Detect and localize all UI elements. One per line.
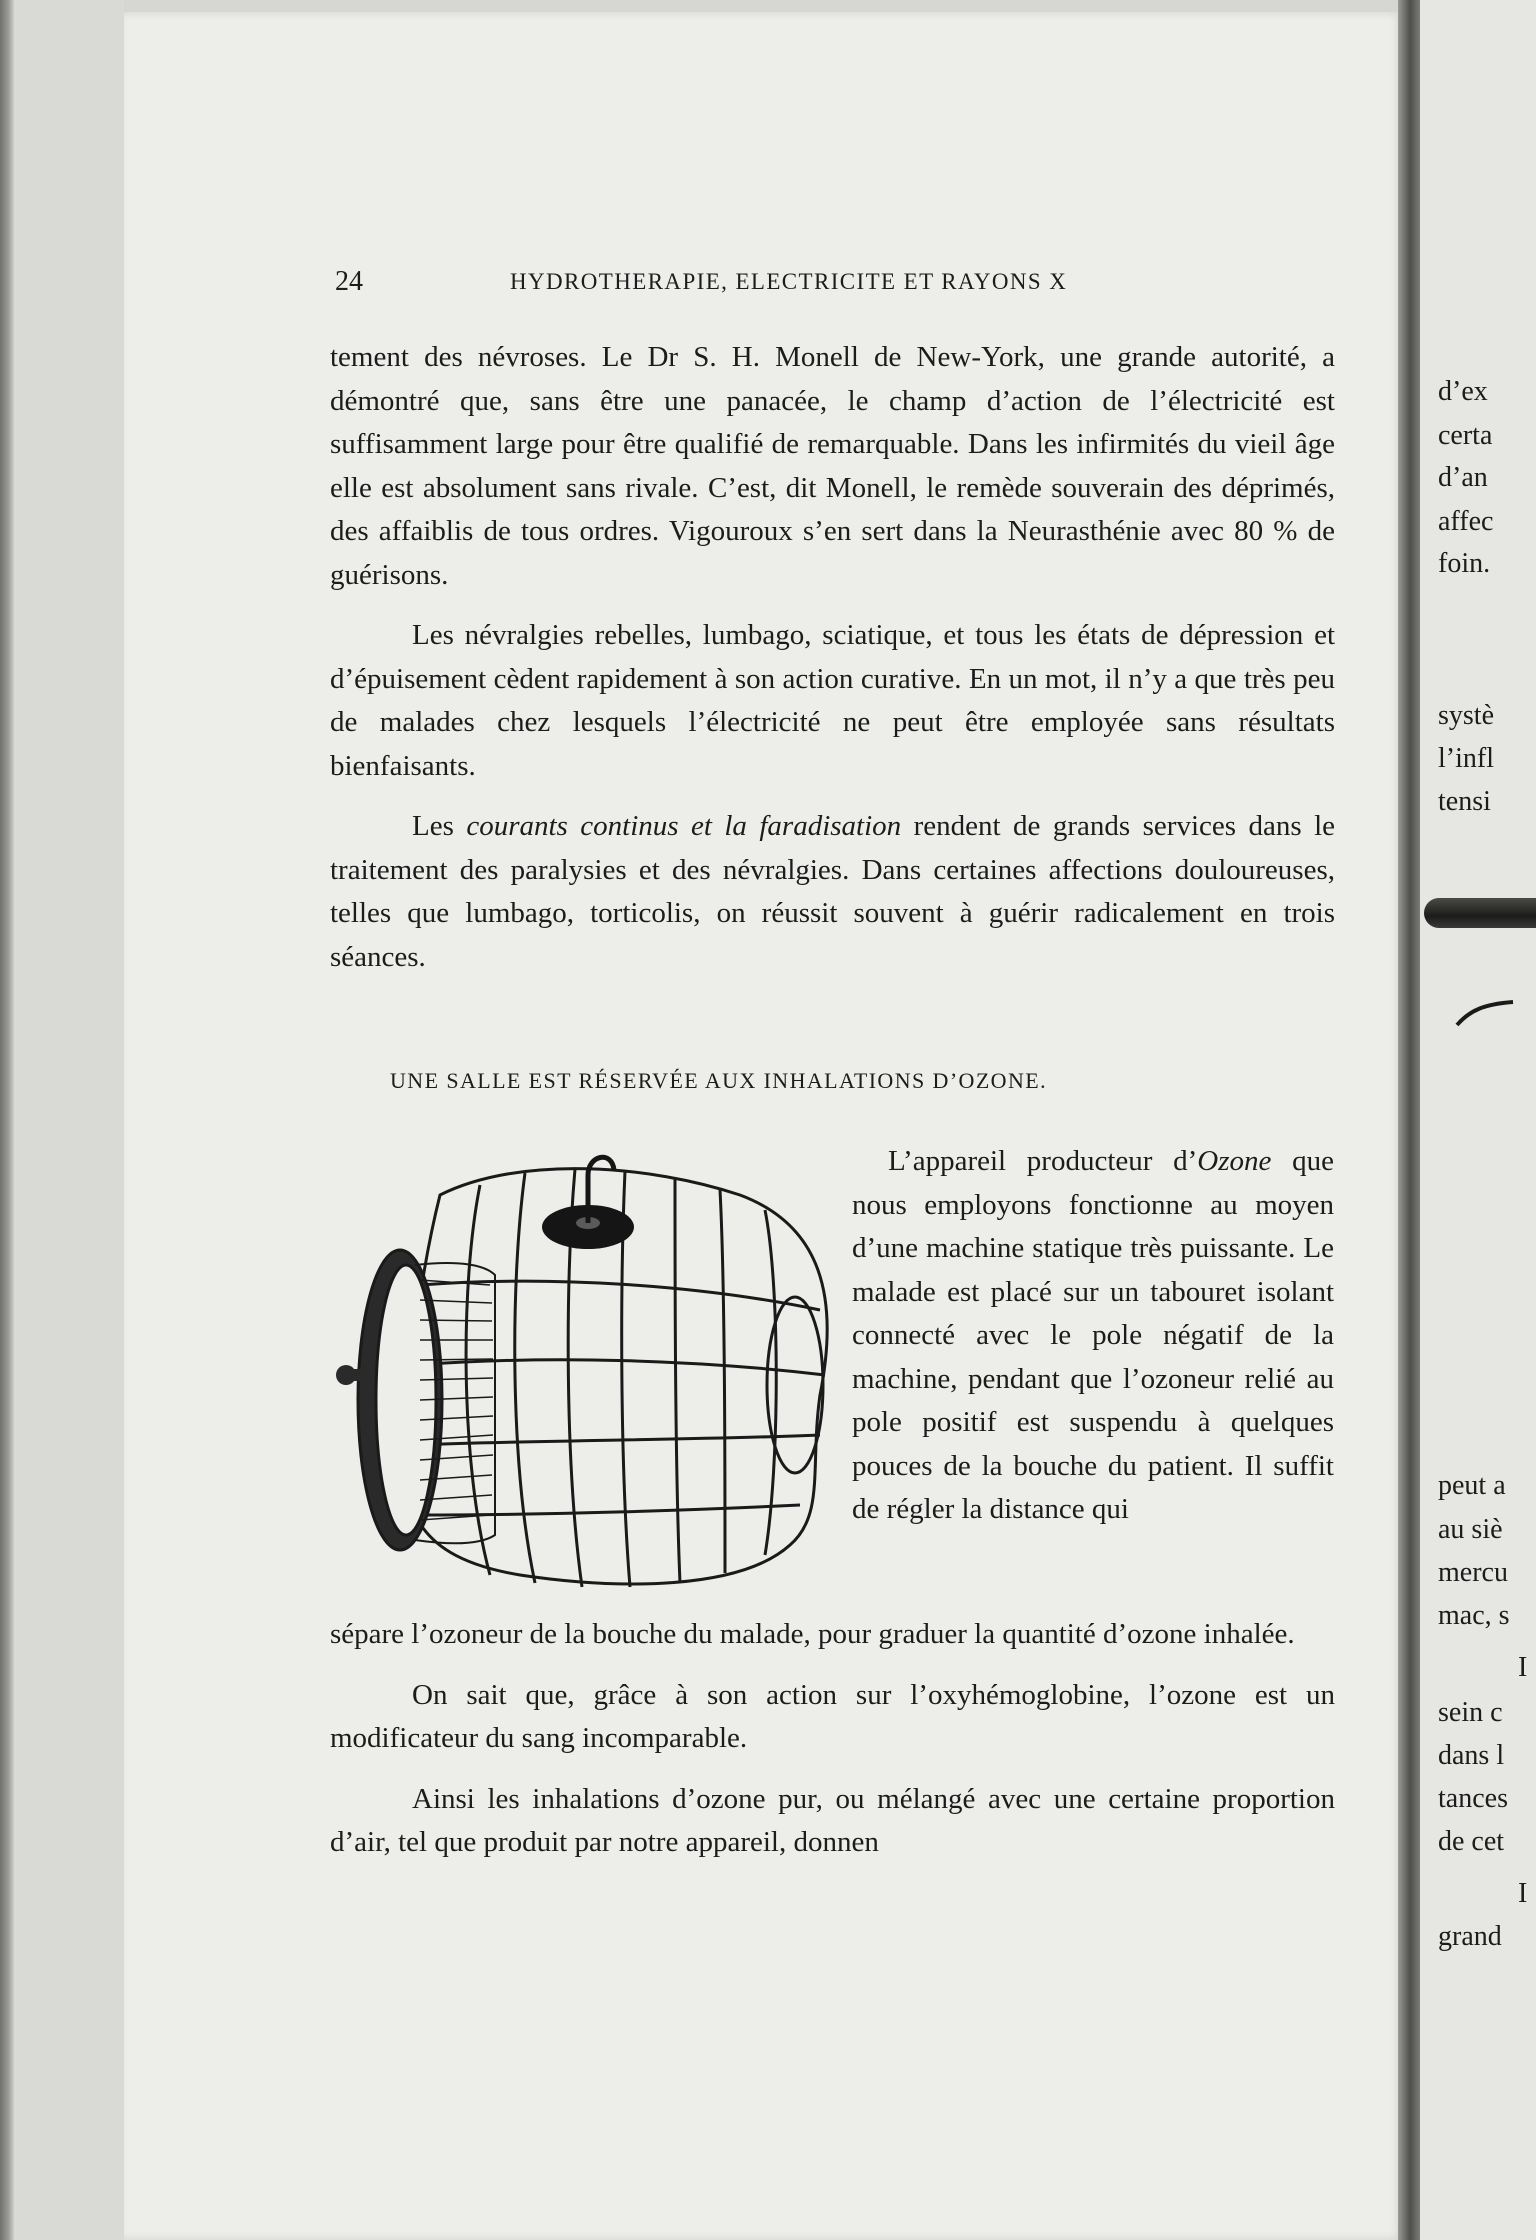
body-text-top: [330, 336, 1335, 979]
adjacent-fragment: I: [1518, 1652, 1528, 1683]
ozoneur-illustration: [320, 1135, 840, 1610]
adjacent-fragment: foin.: [1438, 548, 1491, 579]
adjacent-fragment: mercu: [1438, 1557, 1508, 1588]
ozone-lead: L’appareil producteur d’: [888, 1145, 1198, 1177]
section-heading: UNE SALLE EST RÉSERVÉE AUX INHALATIONS D’OZONE.: [390, 1068, 1047, 1093]
adjacent-fragment: mac, s: [1438, 1600, 1510, 1631]
scan-binding-edge: [0, 0, 14, 2240]
paragraph-3-rest: rendent de grands services dans le traitement des paralysies et des névralgies. Dans certaines affections douloureuses, telles que lumbago, torticolis, on réussit souvent à guérir radicalement en trois séances.: [330, 810, 1336, 973]
adjacent-fragment: certa: [1438, 420, 1493, 451]
adjacent-fragment: de cet: [1438, 1826, 1505, 1857]
scan-margin: [14, 0, 124, 2240]
adjacent-fragment: affec: [1438, 506, 1494, 537]
adjacent-fragment: sein c: [1438, 1697, 1503, 1728]
paragraph-5: On sait que, grâce à son action sur l’oxyhémoglobine, l’ozone est un modificateur du sang incomparable.: [330, 1678, 1335, 1754]
adjacent-illustration-bar: [1424, 898, 1536, 928]
page-header: [335, 266, 1235, 306]
paragraph-3: [330, 805, 1335, 979]
adjacent-fragment: I: [1518, 1878, 1528, 1909]
adjacent-fragment: tances: [1438, 1783, 1508, 1814]
paragraph-1: tement des névroses. Le Dr S. H. Monell de New-York, une grande autorité, a démontré que, sans être une panacée, le champ d’action de l’électricité est suffisamment large pour être qualifié de remarquable. Dans les infirmités du vieil âge elle est absolument sans rivale. C’est, dit Monell, le remède souverain des déprimés, des affaiblis de tous ordres. Vigouroux s’en sert dans la Neurasthénie avec 80 % de guérisons.: [330, 341, 1335, 591]
adjacent-fragment: d’ex: [1438, 376, 1488, 407]
adjacent-fragment: au siè: [1438, 1514, 1503, 1545]
ozone-paragraph: [852, 1140, 1334, 1532]
paragraph-2: Les névralgies rebelles, lumbago, sciatique, et tous les états de dépression et d’épuisement cèdent rapidement à son action curative. En un mot, il n’y a que très peu de malades chez lesquels l’électricité ne peut être employée sans résultats bienfaisants.: [330, 619, 1335, 782]
adjacent-fragment: systè: [1438, 700, 1494, 731]
adjacent-fragment: d’an: [1438, 462, 1488, 493]
ozone-rest: que nous employons fonctionne au moyen d’une machine statique très puissante. Le malade est placé sur un tabouret isolant connecté avec le pole négatif de la machine, pendant que l’ozoneur relié au pole positif est suspendu à quelques pouces de la bouche du patient. Il suffit de régler la distance qui: [852, 1145, 1334, 1525]
body-text-bottom: [330, 1613, 1335, 1865]
adjacent-fragment: dans l: [1438, 1740, 1505, 1771]
adjacent-fragment: grand: [1438, 1921, 1502, 1952]
running-title: HYDROTHERAPIE, ELECTRICITE ET RAYONS X: [510, 269, 1068, 294]
adjacent-fragment: peut a: [1438, 1470, 1506, 1501]
ozone-continued: sépare l’ozoneur de la bouche du malade, pour graduer la quantité d’ozone inhalée.: [330, 1618, 1295, 1650]
book-gutter: [1398, 0, 1420, 2240]
adjacent-page-edge: [1420, 0, 1536, 2240]
paragraph-3-italic: courants continus et la faradisation: [466, 810, 902, 842]
page-number: 24: [335, 266, 363, 297]
paragraph-6: Ainsi les inhalations d’ozone pur, ou mélangé avec une certaine proportion d’air, tel que produit par notre appareil, donnen: [330, 1782, 1335, 1858]
ozone-italic: Ozone: [1197, 1145, 1272, 1177]
adjacent-fragment: l’infl: [1438, 743, 1494, 774]
paragraph-3-lead: Les: [412, 810, 454, 842]
adjacent-fragment: tensi: [1438, 786, 1491, 817]
adjacent-illustration-curve: [1455, 1000, 1515, 1030]
